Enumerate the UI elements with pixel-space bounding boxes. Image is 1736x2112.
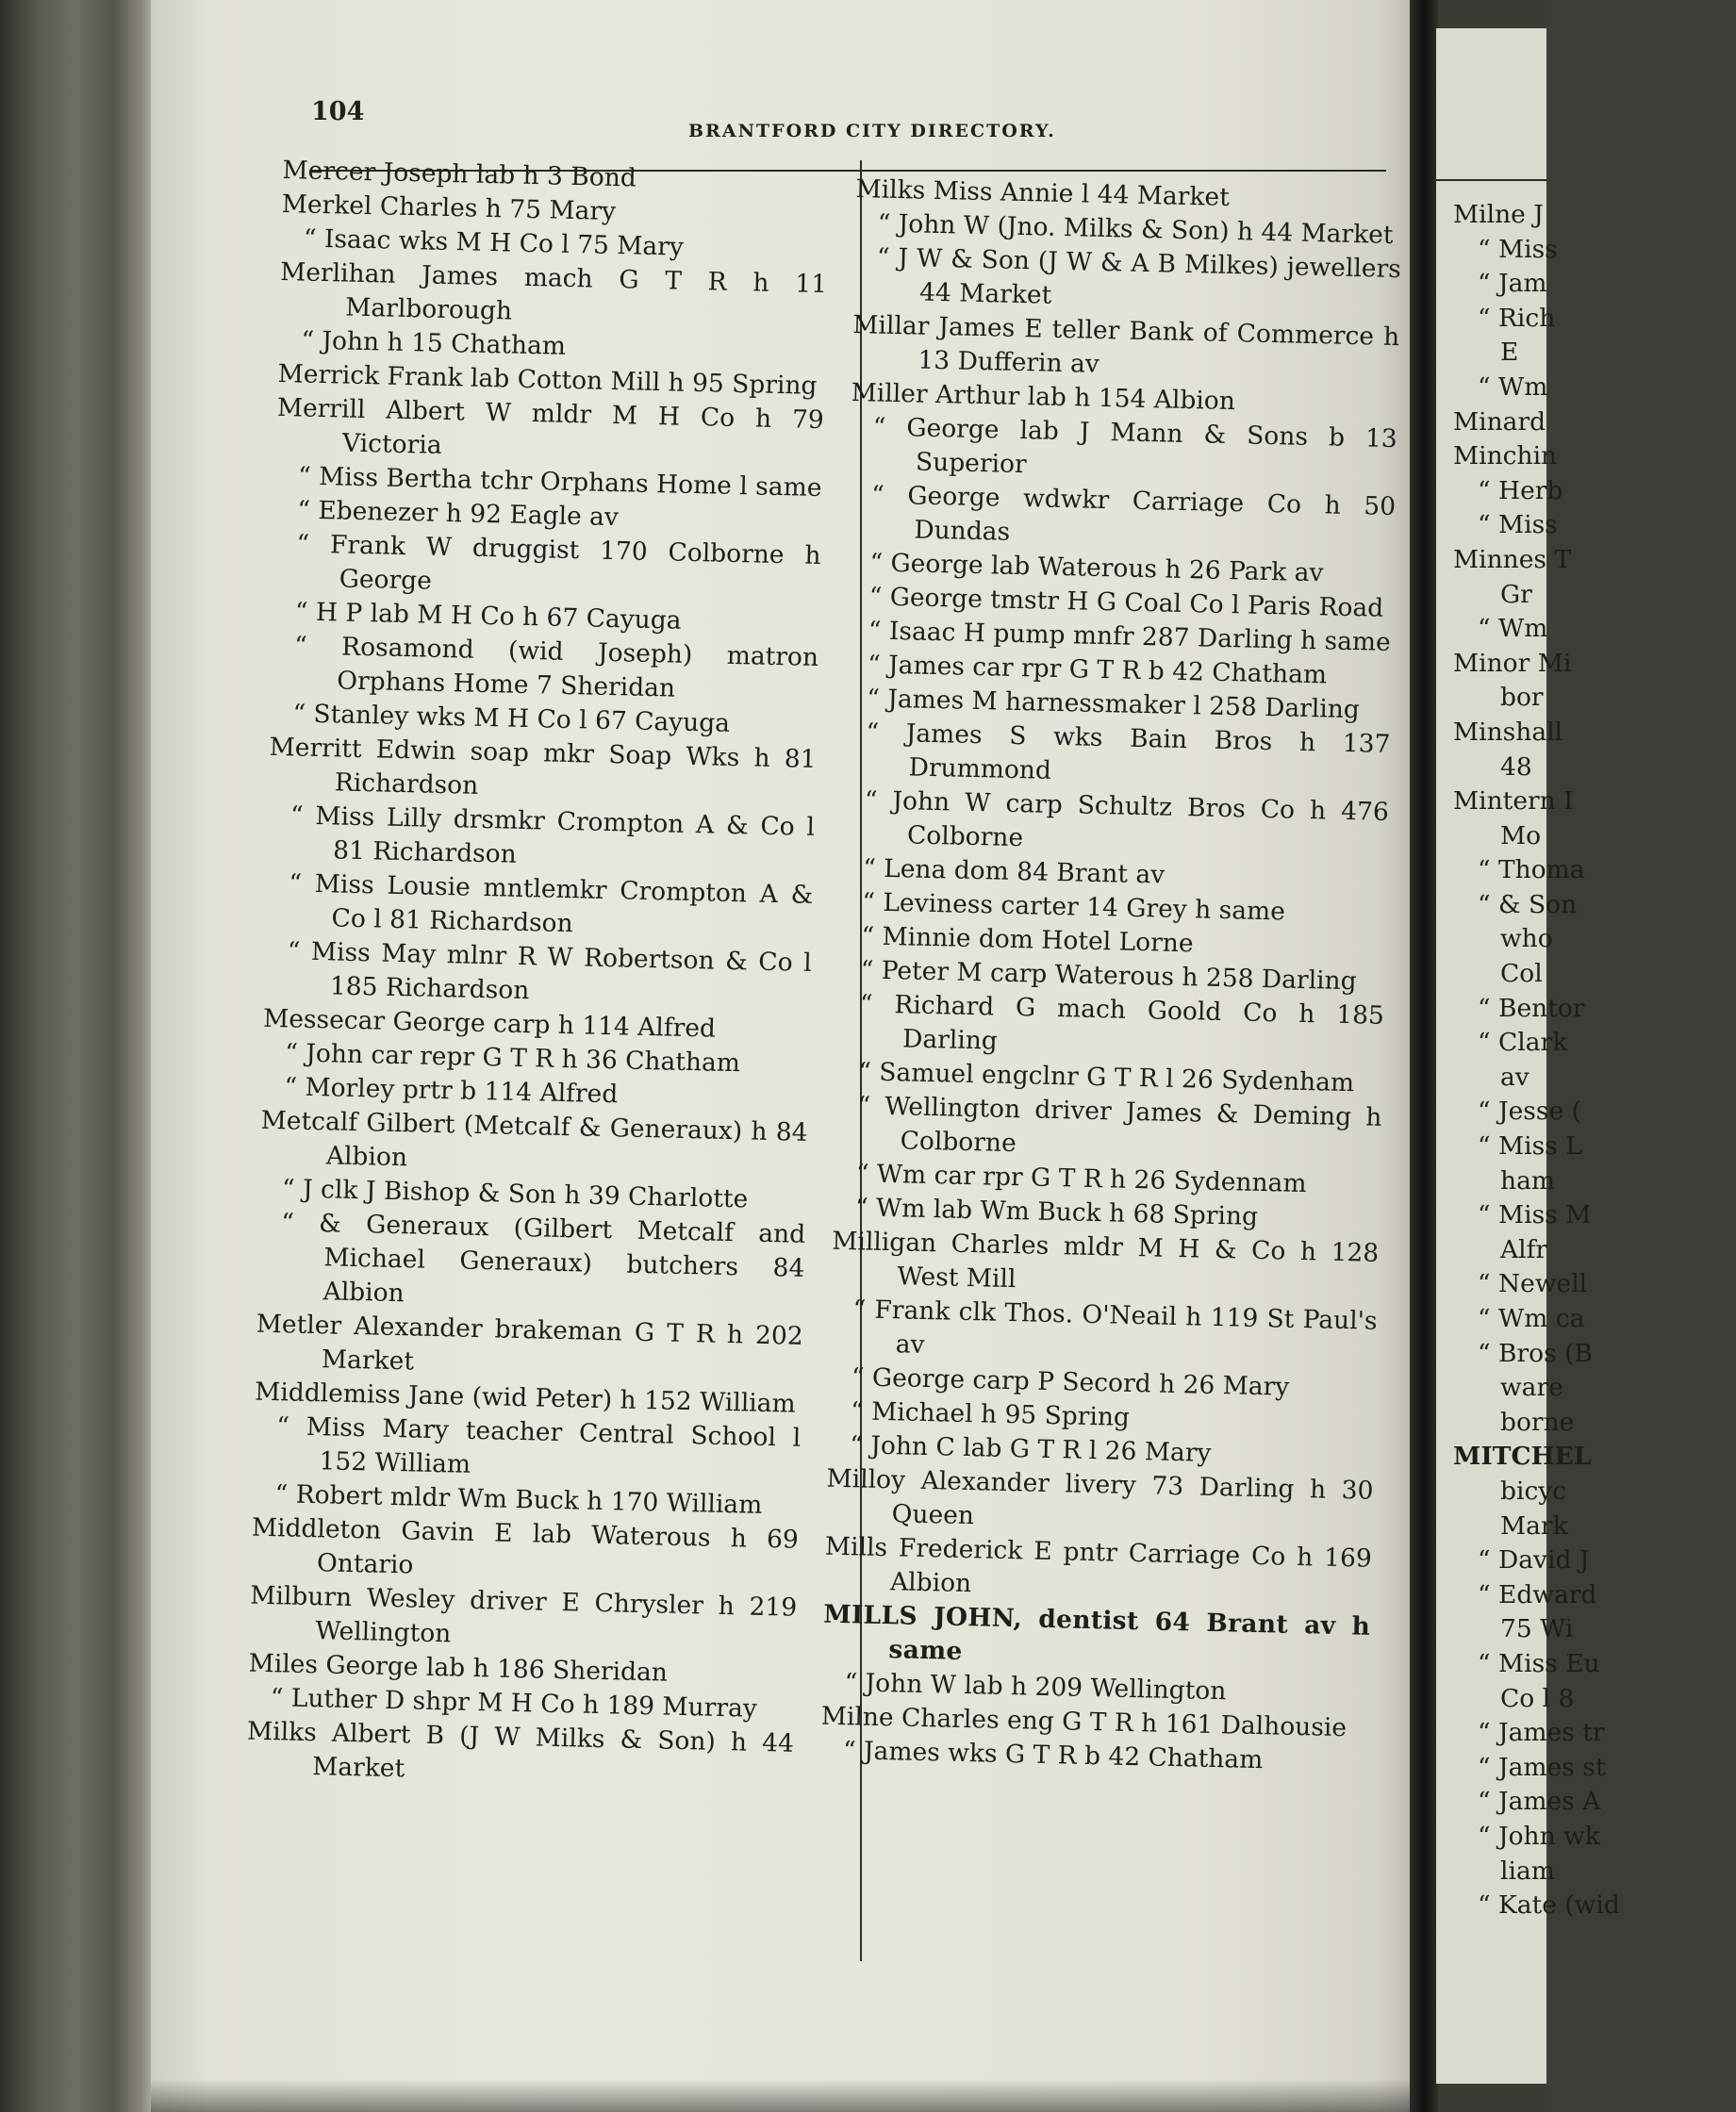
entry-text: “ John C lab G T R l 26 Mary [850,1430,1212,1468]
facing-page-line: Mintern I [1453,786,1574,817]
directory-entry [256,1206,805,1320]
entry-text: “ James wks G T R b 42 Chatham [842,1736,1264,1775]
entry-text: Middleton Gavin E lab Waterous h 69 Ontario [251,1512,800,1580]
entry-text: Milligan Charles mldr M H & Co h 128 West Mill [831,1226,1380,1295]
directory-entry [842,716,1390,796]
entry-text: “ George lab J Mann & Sons b 13 Superior [872,412,1398,480]
facing-page-line: bor [1500,683,1544,713]
entry-text: “ George lab Waterous h 26 Park av [869,548,1324,588]
entry-text: “ Michael h 95 Spring [850,1396,1131,1432]
entry-text: Messecar George carp h 114 Alfred [262,1003,717,1044]
facing-page-line: “ Kate (wid [1478,1890,1620,1921]
facing-page-line: “ Edward [1478,1579,1597,1609]
directory-entry [259,1104,807,1184]
entry-text: Milburn Wesley driver E Chrysler h 219 Wellington [249,1580,798,1649]
facing-page-line: “ James A [1478,1787,1601,1817]
facing-page-line: “ David J [1478,1545,1590,1576]
entry-text: “ John W carp Schultz Bros Co h 476 Colborne [864,785,1390,853]
entry-text: “ Isaac H pump mnfr 287 Darling h same [868,616,1392,657]
entry-text: Miller Arthur lab h 154 Albion [851,377,1236,417]
entry-text: “ Morley prtr b 114 Alfred [284,1072,619,1110]
facing-page-line: “ Wm ca [1478,1304,1585,1333]
book-gutter [1410,0,1438,2112]
facing-page-line: av [1500,1062,1529,1092]
entry-text: “ Frank clk Thos. O'Neail h 119 St Paul's av [852,1295,1378,1360]
entry-text: “ Wellington driver James & Deming h Colborne [857,1091,1382,1159]
running-title: BRANTFORD CITY DIRECTORY. [688,121,1056,141]
entry-text: “ & Generaux (Gilbert Metcalf and Michael Generaux) butchers 84 Albion [280,1208,806,1309]
directory-entry [848,478,1396,558]
facing-page-line: “ Miss [1478,234,1558,264]
entry-text: “ James M harnessmaker l 258 Darling [866,684,1361,725]
entry-text: “ George carp P Secord h 26 Mary [851,1362,1290,1402]
facing-page-line: “ Jam [1478,269,1547,299]
facing-page-line: “ James st [1478,1752,1606,1782]
entry-text: Mills Frederick E pntr Carriage Co h 169 Albion [824,1531,1373,1599]
directory-entry [825,1462,1373,1543]
facing-page-fragment [1436,28,1620,2084]
facing-page-header-rule [1436,179,1546,181]
facing-page-line: ware [1500,1373,1563,1403]
entry-text: “ George wdwkr Carriage Co h 50 Dundas [870,480,1397,547]
entry-text: Merrick Frank lab Cotton Mill h 95 Spring [277,358,818,401]
directory-entry [253,1410,801,1490]
entry-text: Merritt Edwin soap mkr Soap Wks h 81 Richardson [269,732,817,800]
facing-page-line: “ & Son [1478,889,1578,919]
facing-page-line: “ Miss L [1478,1131,1582,1162]
facing-page-line: Mark [1500,1510,1568,1541]
directory-entry [251,1511,799,1592]
directory-entry [256,1308,803,1388]
entry-text: “ H P lab M H Co h 67 Cayuga [294,597,682,635]
page-bottom-shadow [151,2079,1414,2112]
facing-page-line: “ Wm [1478,371,1548,402]
directory-entry [267,799,815,879]
facing-page-line: Gr [1500,579,1532,609]
directory-entry [249,1579,797,1659]
entry-text: “ Miss Lousie mntlemkr Crompton A & Co l 81 Richardson [289,868,814,939]
directory-entry [264,934,812,1015]
entry-text: “ Minnie dom Hotel Lorne [861,921,1194,959]
entry-text: “ Lena dom 84 Brant av [862,853,1166,890]
entry-text: “ Luther D shpr M H Co h 189 Murray [270,1683,758,1724]
directory-entry [276,391,824,471]
directory-entry [824,1530,1372,1610]
entry-text: “ Wm car rpr G T R h 26 Sydennam [855,1159,1307,1199]
directory-entry [831,1225,1379,1305]
facing-page-line: who [1500,924,1553,954]
directory-entry [273,527,820,607]
facing-page-line: “ Newell [1478,1269,1588,1299]
facing-page-line: “ Wm [1478,614,1548,644]
entry-text: “ Peter M carp Waterous h 258 Darling [860,955,1357,997]
facing-page-line: Minnes T [1453,544,1572,574]
directory-entry [853,240,1401,321]
facing-page-line: MITCHEL [1453,1442,1592,1472]
facing-page-line: Co l 8 [1500,1683,1575,1713]
facing-page-line: “ Rich [1478,303,1556,333]
facing-page-line: 75 Wi [1500,1614,1574,1644]
directory-entry [829,1293,1377,1373]
directory-entry [268,731,816,811]
entry-text: “ Samuel engclnr G T R l 26 Sydenham [858,1057,1355,1098]
facing-page-line: Milne J [1453,200,1544,229]
facing-page-line: “ Thoma [1478,855,1585,885]
entry-text: “ Miss Lilly drsmkr Crompton A & Co l 81 Richardson [289,800,816,869]
entry-text: MILLS JOHN, dentist 64 Brant av h same [822,1599,1371,1666]
directory-entry [246,1715,794,1795]
entry-text: Metler Alexander brakeman G T R h 202 Market [256,1309,804,1377]
facing-page-line: E [1500,338,1519,368]
entry-text: Merkel Charles h 75 Mary [281,189,617,227]
entry-text: Metcalf Gilbert (Metcalf & Generaux) h 84 Albion [260,1105,808,1173]
facing-page-line: Minchin [1453,441,1558,471]
entry-text: Milks Albert B (J W Milks & Son) h 44 Market [246,1716,795,1784]
facing-page-line: liam [1500,1856,1555,1886]
facing-page-line: Col [1500,959,1543,989]
entry-text: “ J clk J Bishop & Son h 39 Charlotte [281,1174,749,1214]
directory-entry [836,987,1384,1067]
facing-page-line: “ Miss M [1478,1200,1592,1230]
entry-text: Millar James E teller Bank of Commerce h 13 Dufferin av [851,309,1400,379]
entry-text: “ John h 15 Chatham [301,325,567,361]
facing-page-line: bicyc [1500,1476,1567,1506]
facing-page-line: “ Clark [1478,1028,1568,1058]
facing-page-line: “ James tr [1478,1718,1605,1748]
facing-page-line: Minshall [1453,717,1563,747]
facing-page-line: “ Herb [1478,475,1563,505]
book-page-edges [0,0,156,2112]
facing-page-line: “ John wk [1478,1821,1600,1851]
facing-page-line: “ Bros (B [1478,1338,1593,1368]
facing-page-line: “ Miss Eu [1478,1648,1600,1678]
facing-page-line: “ Miss [1478,510,1558,540]
entry-text: “ Leviness carter 14 Grey h same [862,887,1286,927]
page-number: 104 [311,97,365,126]
entry-text: “ Miss Bertha tchr Orphans Home l same [297,461,822,503]
entry-text: “ Isaac wks M H Co l 75 Mary [303,223,685,262]
facing-page-line: borne [1500,1407,1575,1437]
entry-text: “ Miss Mary teacher Central School l 152 William [276,1411,802,1479]
directory-entry [265,866,813,947]
directory-entry [841,784,1389,864]
entry-text: Merrill Albert W mldr M H Co h 79 Victoria [276,392,825,460]
entry-text: “ Wm lab Wm Buck h 68 Spring [854,1193,1259,1231]
facing-page-line: Mo [1500,820,1542,850]
right-column [820,173,1403,1780]
facing-page-line: “ Jesse ( [1478,1097,1581,1127]
facing-page-line: Minor Mi [1453,648,1572,678]
entry-text: “ Ebenezer h 92 Eagle av [297,495,620,533]
entry-text: Milloy Alexander livery 73 Darling h 30 Queen [826,1463,1374,1531]
directory-entry [834,1089,1381,1169]
entry-text: “ Miss May mlnr R W Robertson & Co l 185 Richardson [287,936,813,1006]
entry-text: “ J W & Son (J W & A B Milkes) jewellers 44 Market [876,242,1402,310]
entry-text: Milne Charles eng G T R h 161 Dalhousie [820,1701,1347,1743]
entry-text: “ James S wks Bain Bros h 137 Drummond [866,718,1391,785]
directory-entry [271,629,818,709]
entry-text: “ James car rpr G T R b 42 Chatham [867,650,1328,690]
directory-entry [279,256,827,336]
directory-entry [822,1598,1370,1678]
facing-page-line: 48 [1500,751,1532,782]
left-column [246,154,830,1795]
entry-text: “ Stanley wks M H Co l 67 Cayuga [292,699,731,738]
entry-text: “ George tmstr H G Coal Co l Paris Road [868,582,1384,623]
entry-text: “ Robert mldr Wm Buck h 170 William [274,1479,763,1520]
facing-page-column [1453,198,1736,1923]
entry-text: “ John W (Jno. Milks & Son) h 44 Market [877,208,1394,250]
facing-page-line: Minard [1453,406,1546,437]
entry-text: Merlihan James mach G T R h 11 Marlborough [279,256,828,326]
facing-page-line: Alfr [1500,1234,1548,1264]
facing-page-line: ham [1500,1165,1555,1196]
entry-text: Middlemiss Jane (wid Peter) h 152 William [254,1377,796,1419]
entry-text: “ Frank W druggist 170 Colborne h George [296,529,821,596]
entry-text: Miles George lab h 186 Sheridan [248,1648,669,1688]
entry-text: “ John car repr G T R h 36 Chatham [285,1038,741,1079]
entry-text: Milks Miss Annie l 44 Market [855,173,1231,212]
facing-page-line: “ Bentor [1478,993,1585,1023]
entry-text: “ Richard G mach Goold Co h 185 Darling [859,989,1385,1056]
directory-entry [850,410,1397,490]
entry-text: “ Rosamond (wid Joseph) matron Orphans Home 7 Sheridan [293,631,819,703]
directory-entry [851,308,1399,388]
entry-text: Mercer Joseph lab h 3 Bond [282,155,637,193]
entry-text: “ John W lab h 209 Wellington [844,1668,1227,1707]
